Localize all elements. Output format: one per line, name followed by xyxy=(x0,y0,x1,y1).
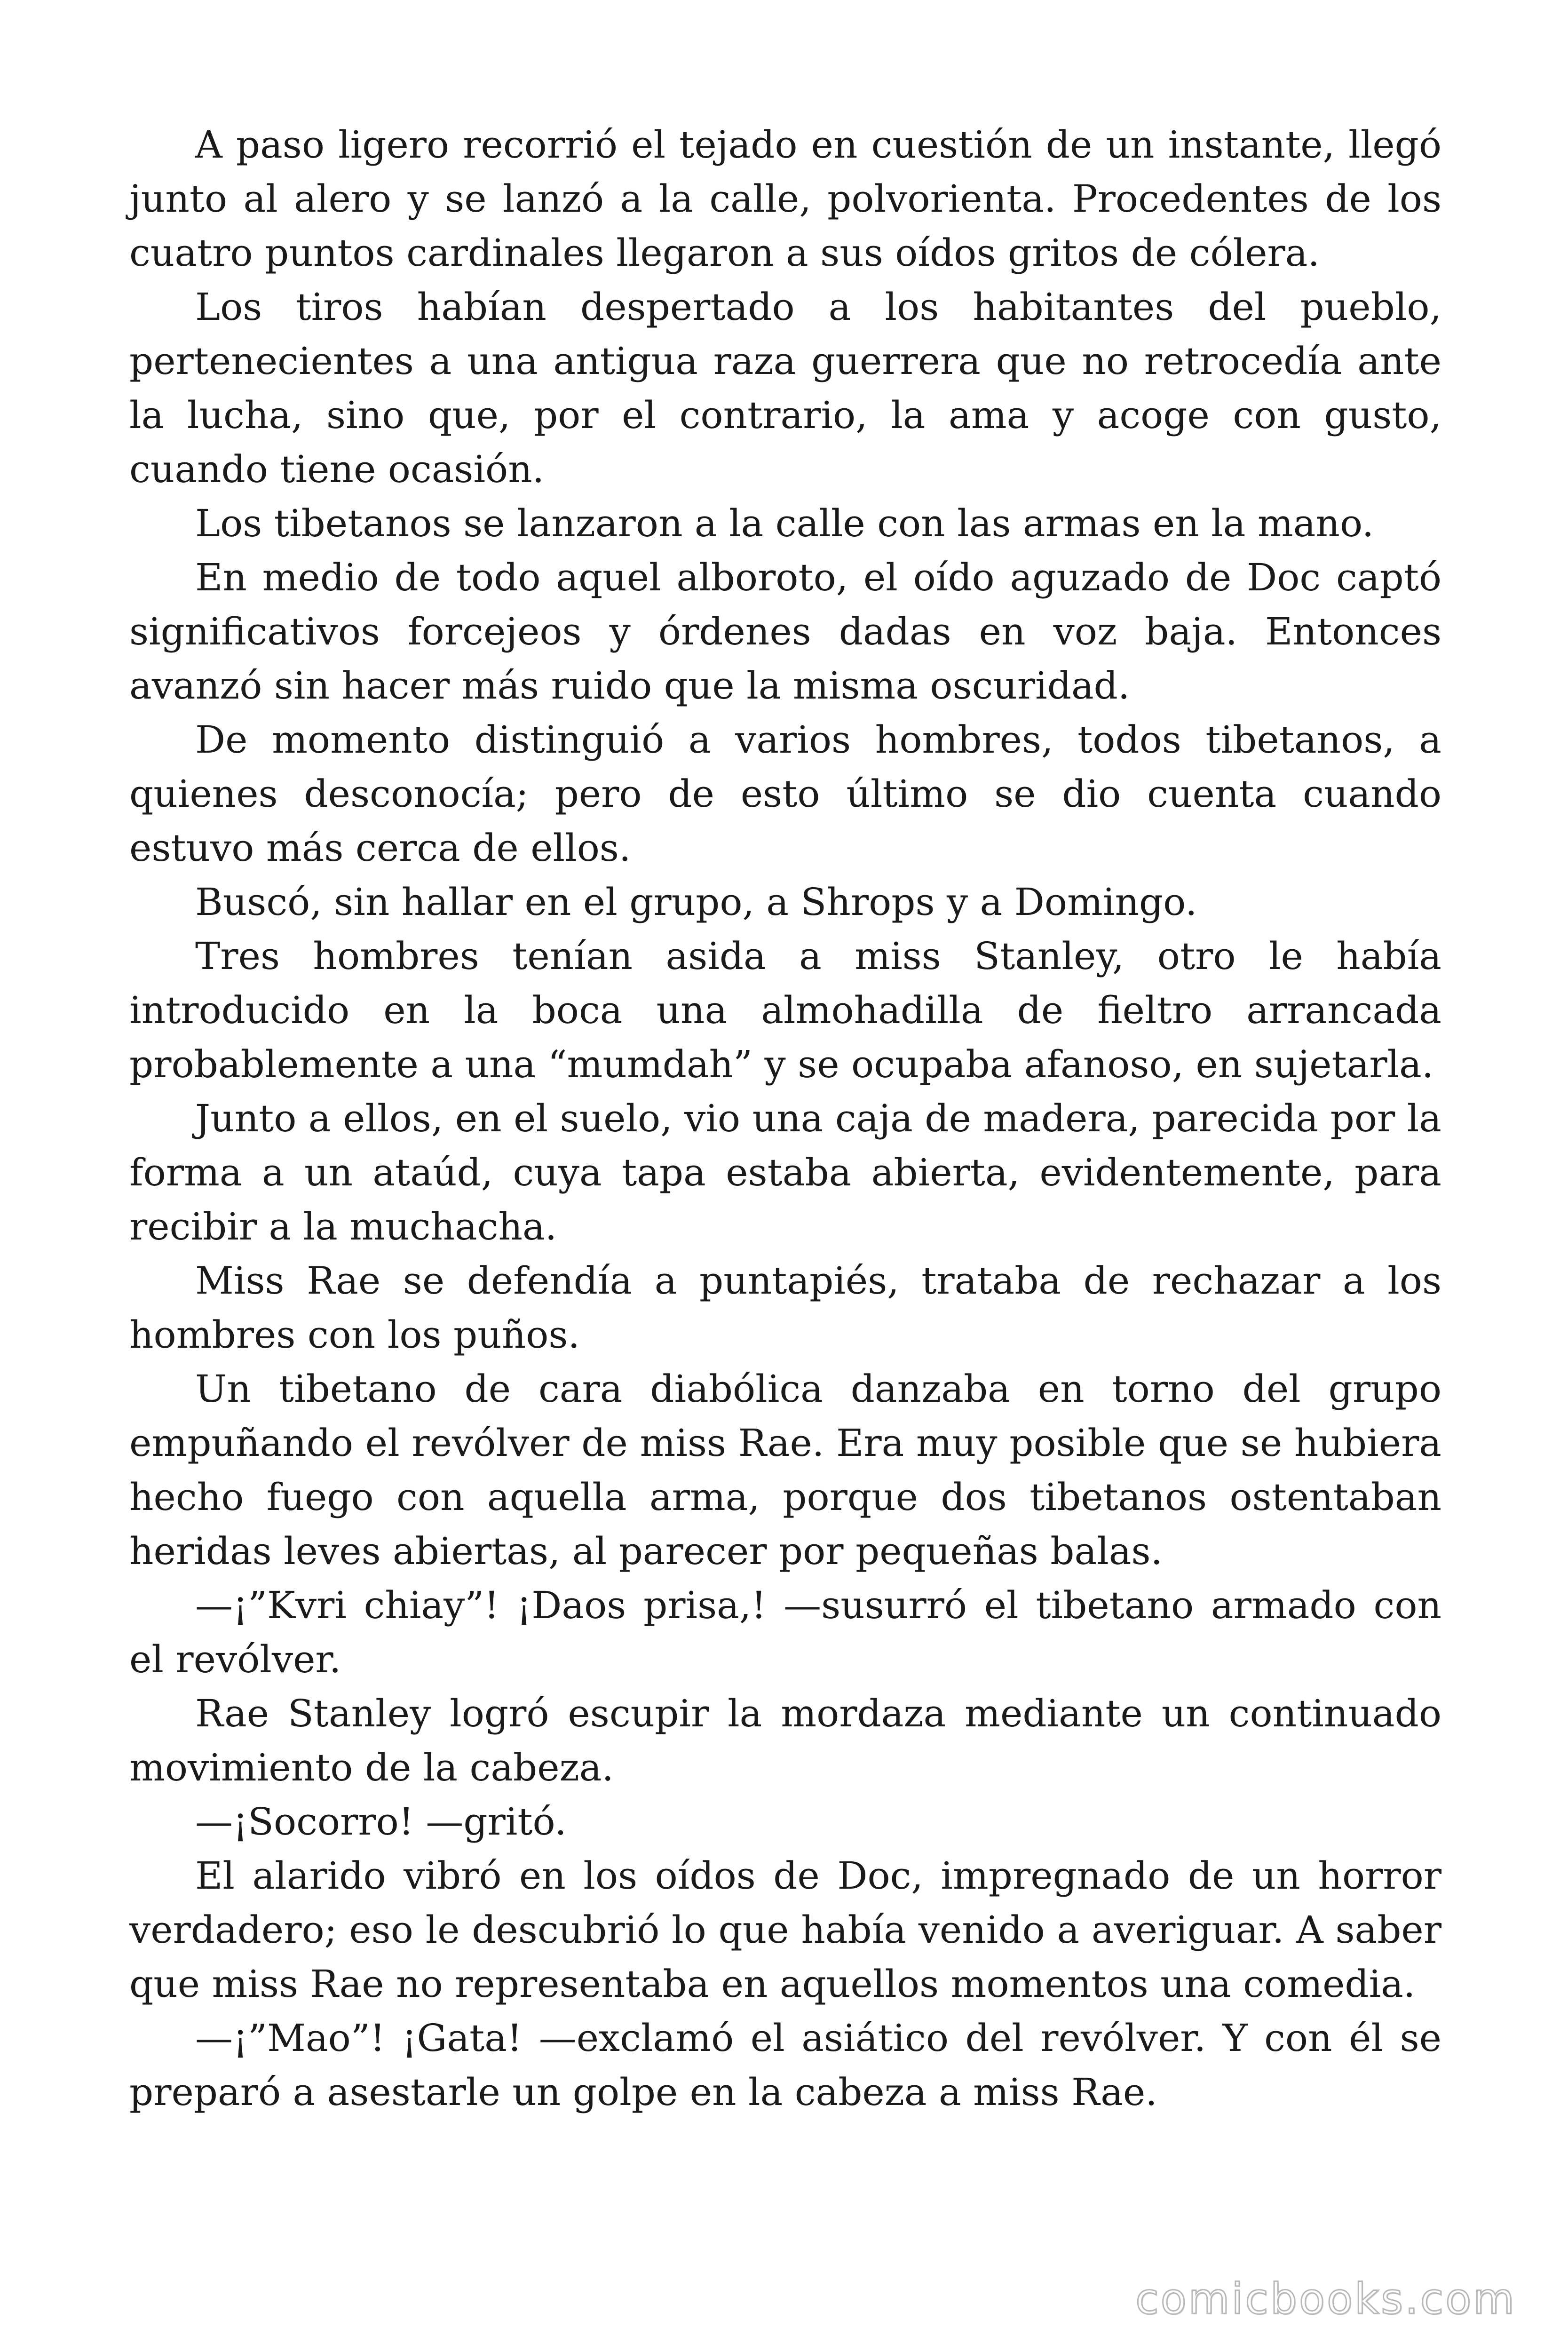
paragraph: —¡Socorro! —gritó. xyxy=(195,1800,567,1843)
paragraph: Miss Rae se defendía a puntapiés, trataba de rechazar a los hombres con los puños. xyxy=(129,1259,1441,1357)
body-text xyxy=(129,118,1441,2119)
paragraph: Rae Stanley logró escupir la mordaza mediante un continuado movimiento de la cabeza. xyxy=(129,1692,1441,1789)
paragraph: El alarido vibró en los oídos de Doc, impregnado de un horror verdadero; eso le descubrió lo que había venido a averiguar. A saber que miss Rae no representaba en aquellos momentos una comedia. xyxy=(129,1854,1441,2006)
paragraph: Los tibetanos se lanzaron a la calle con las armas en la mano. xyxy=(195,501,1374,545)
paragraph: Los tiros habían despertado a los habitantes del pueblo, pertenecientes a una antigua raza guerrera que no retrocedía ante la lucha, sino que, por el contrario, la ama y acoge con gusto, cuando tiene ocasión. xyxy=(129,285,1441,491)
paragraph: —¡”Mao”! ¡Gata! —exclamó el asiático del revólver. Y con él se preparó a asestarle un golpe en la cabeza a miss Rae. xyxy=(129,2016,1441,2114)
paragraph: A paso ligero recorrió el tejado en cuestión de un instante, llegó junto al alero y se lanzó a la calle, polvorienta. Procedentes de los cuatro puntos cardinales llegaron a sus oídos gritos de cólera. xyxy=(129,123,1441,275)
paragraph: Buscó, sin hallar en el grupo, a Shrops y a Domingo. xyxy=(195,880,1197,924)
paragraph: De momento distinguió a varios hombres, todos tibetanos, a quienes desconocía; pero de esto último se dio cuenta cuando estuvo más cerca de ellos. xyxy=(129,718,1441,870)
paragraph: —¡”Kvri chiay”! ¡Daos prisa,! —susurró el tibetano armado con el revólver. xyxy=(129,1583,1441,1681)
paragraph: Tres hombres tenían asida a miss Stanley, otro le había introducido en la boca una almohadilla de fieltro arrancada probablemente a una “mumdah” y se ocupaba afanoso, en sujetarla. xyxy=(129,934,1441,1086)
paragraph: Junto a ellos, en el suelo, vio una caja de madera, parecida por la forma a un ataúd, cuya tapa estaba abierta, evidentemente, para recibir a la muchacha. xyxy=(129,1097,1441,1248)
paragraph: En medio de todo aquel alboroto, el oído aguzado de Doc captó significativos forcejeos y órdenes dadas en voz baja. Entonces avanzó sin hacer más ruido que la misma oscuridad. xyxy=(129,556,1441,707)
paragraph: Un tibetano de cara diabólica danzaba en torno del grupo empuñando el revólver de miss Rae. Era muy posible que se hubiera hecho fuego con aquella arma, porque dos tibetanos ostentaban heridas leves abiertas, al parecer por pequeñas balas. xyxy=(129,1367,1441,1573)
watermark: comicbooks.com xyxy=(1135,2274,1516,2324)
